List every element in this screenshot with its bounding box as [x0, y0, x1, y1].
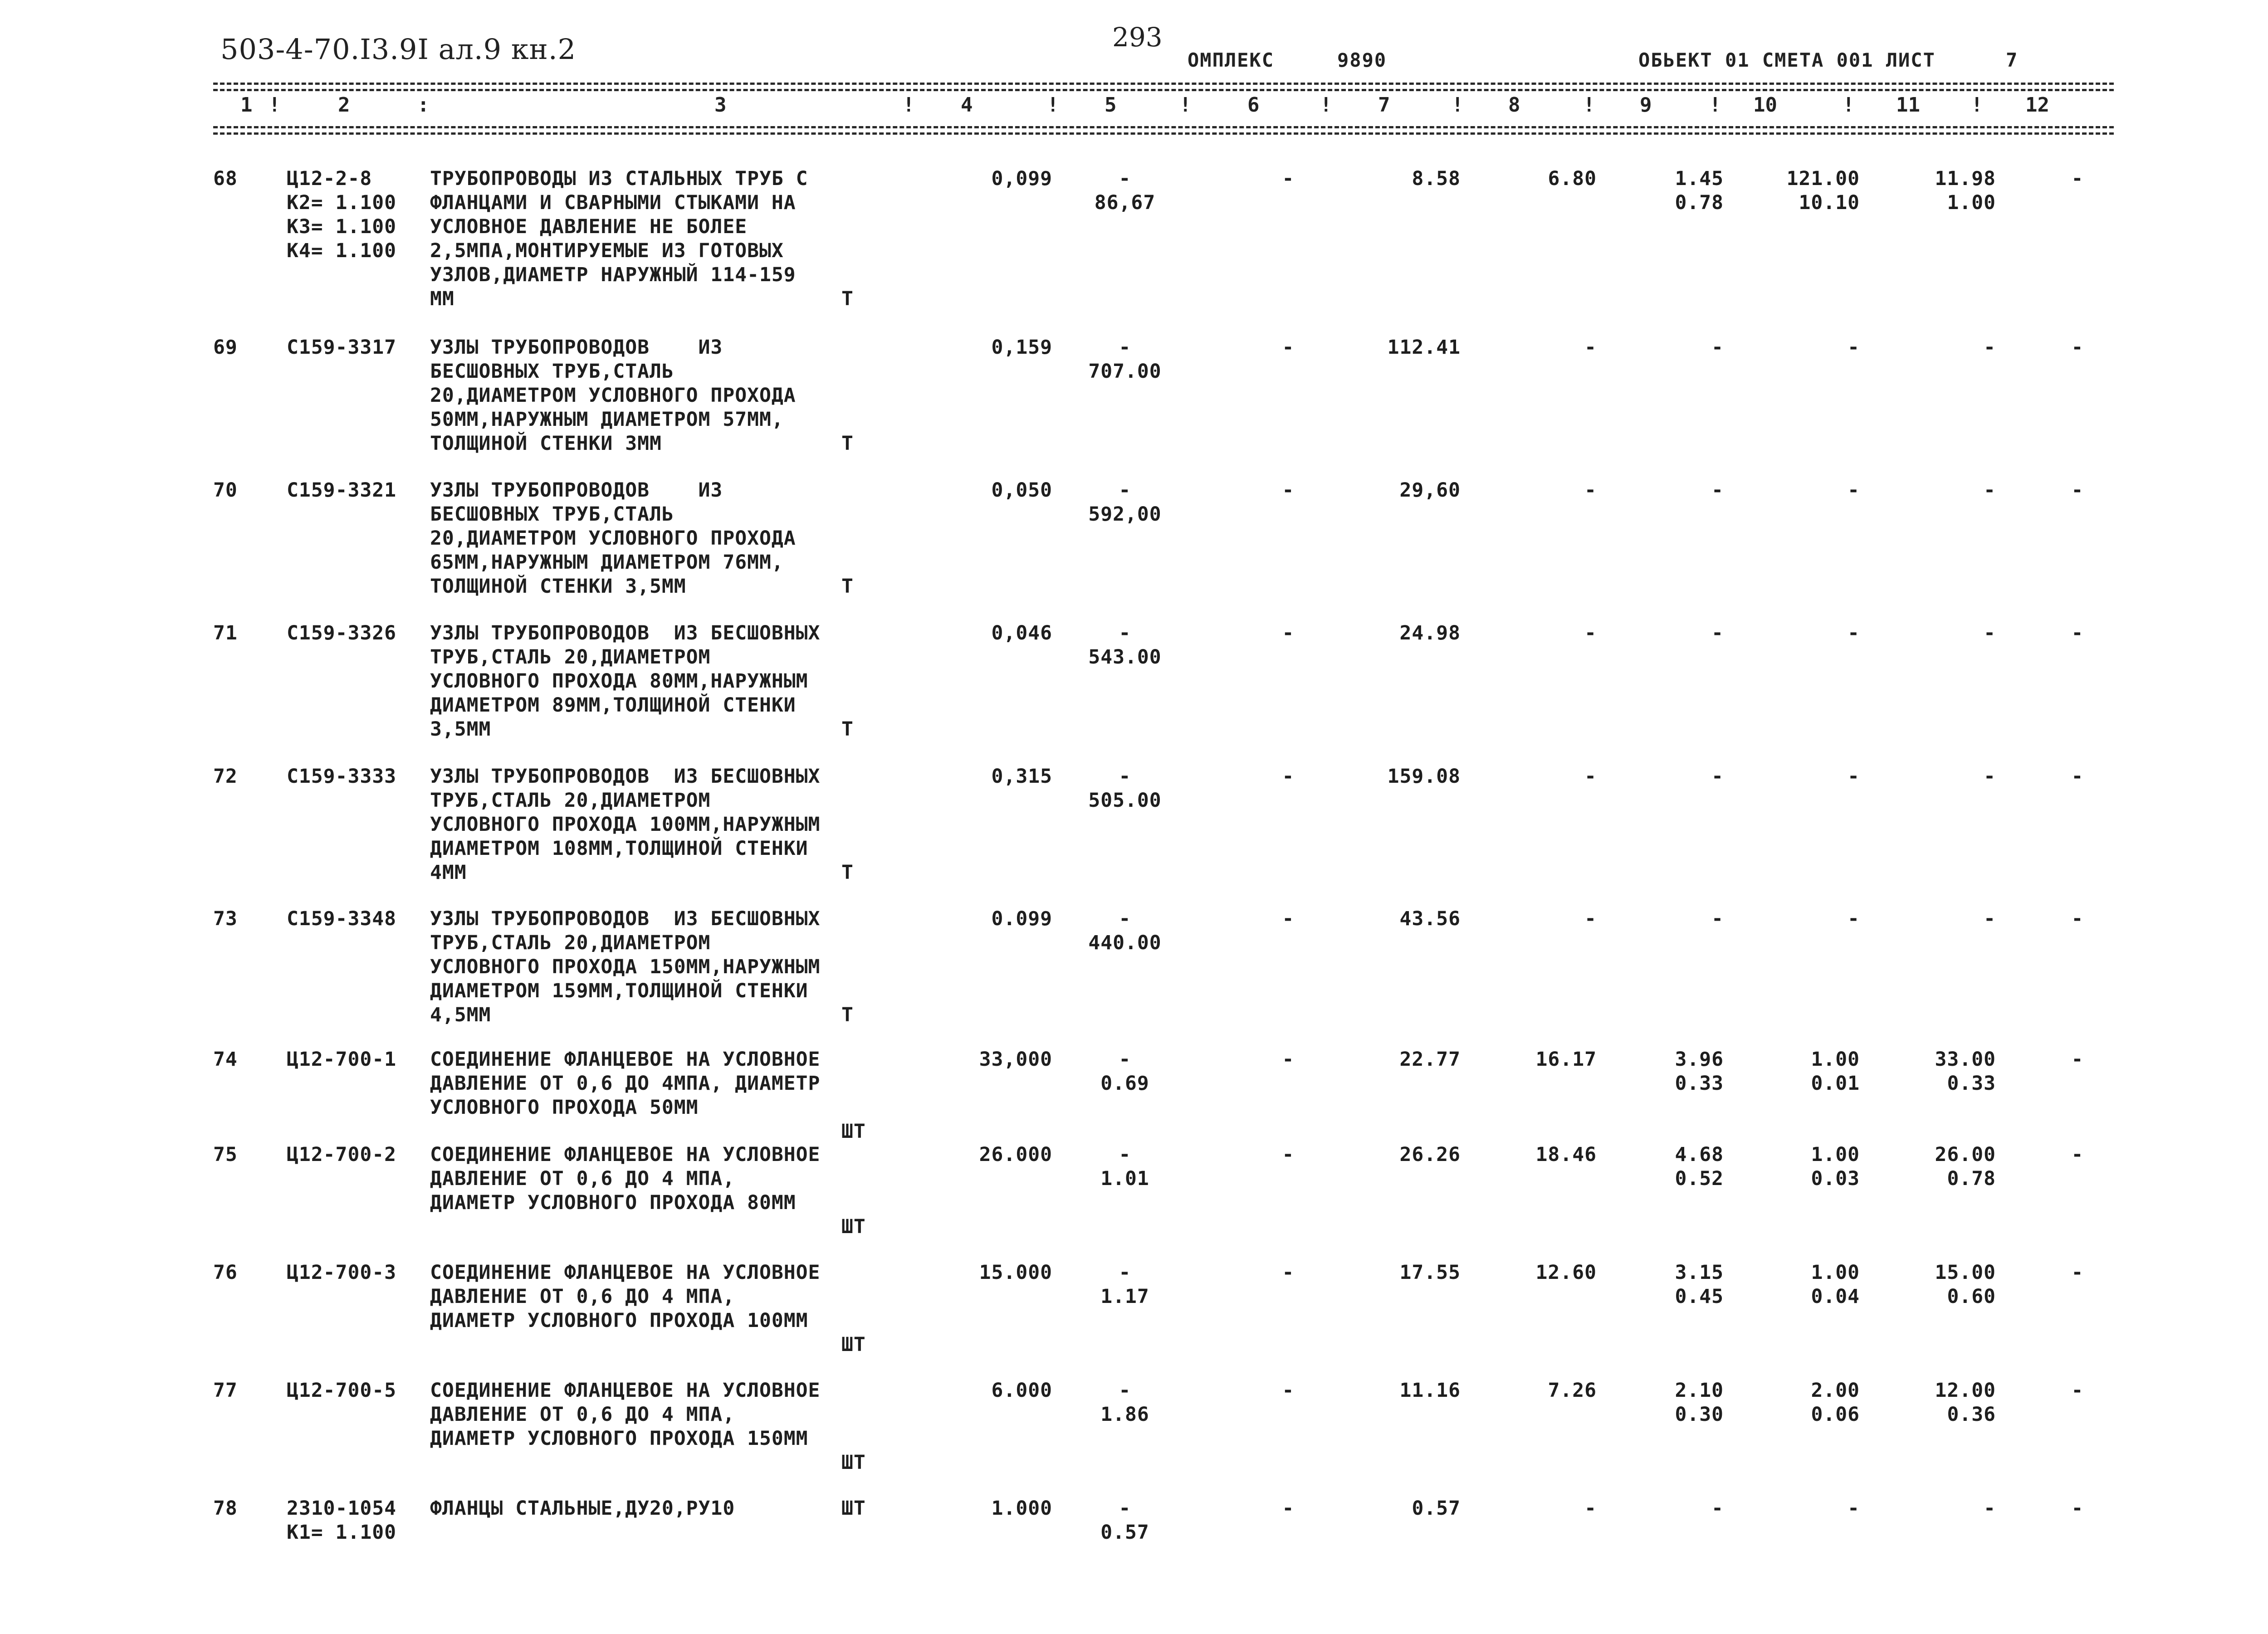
work-description: ДИАМЕТРОМ 89ММ,ТОЛЩИНОЙ СТЕНКИ — [430, 694, 796, 717]
col-11-value: - — [1984, 622, 1996, 644]
rate-code: С159-3317 — [287, 336, 396, 359]
col-11-value: 33.00 — [1935, 1048, 1996, 1071]
quantity: 1.000 — [991, 1497, 1052, 1520]
header-rule-top — [213, 83, 2114, 85]
complex-number: 9890 — [1337, 49, 1387, 71]
work-description: УСЛОВНОГО ПРОХОДА 80ММ,НАРУЖНЫМ — [430, 670, 808, 693]
col-8-value: 7.26 — [1548, 1379, 1597, 1402]
unit-of-measure: Т — [841, 1004, 854, 1026]
work-description: УЗЛЫ ТРУБОПРОВОДОВ ИЗ БЕСШОВНЫХ — [430, 907, 821, 930]
unit-cost: - — [1119, 479, 1131, 502]
col-sep: ! — [1452, 93, 1464, 117]
col-11-value: 11.98 — [1935, 167, 1996, 190]
quantity: 33,000 — [979, 1048, 1052, 1071]
col-9-value: 4.68 — [1675, 1143, 1724, 1166]
work-description: БЕСШОВНЫХ ТРУБ,СТАЛЬ — [430, 360, 674, 383]
col-10-value: 0.03 — [1811, 1167, 1860, 1190]
rate-code: Ц12-700-2 — [287, 1143, 396, 1166]
col-10-value: 0.04 — [1811, 1285, 1860, 1308]
col-12-value: - — [2071, 479, 2084, 502]
unit-cost: - — [1119, 1261, 1131, 1284]
unit-cost: - — [1119, 1497, 1131, 1520]
quantity: 0,315 — [991, 765, 1052, 788]
col-9-value: 2.10 — [1675, 1379, 1724, 1402]
col-9-value: 0.30 — [1675, 1403, 1724, 1426]
row-number: 68 — [213, 167, 238, 190]
work-description: ДИАМЕТР УСЛОВНОГО ПРОХОДА 100ММ — [430, 1309, 808, 1332]
work-description: ДИАМЕТРОМ 108ММ,ТОЛЩИНОЙ СТЕНКИ — [430, 837, 808, 860]
unit-of-measure: Т — [841, 432, 854, 455]
unit-cost: - — [1119, 336, 1131, 359]
work-description: 4ММ — [430, 861, 467, 884]
col-num-11: 11 — [1896, 93, 1920, 117]
row-number: 71 — [213, 622, 238, 644]
col-10-value: - — [1848, 622, 1860, 644]
col-10-value: 10.10 — [1799, 191, 1860, 214]
row-number: 74 — [213, 1048, 238, 1071]
col-12-value: - — [2071, 1379, 2084, 1402]
work-description: ДАВЛЕНИЕ ОТ 0,6 ДО 4 МПА, — [430, 1167, 735, 1190]
work-description: СОЕДИНЕНИЕ ФЛАНЦЕВОЕ НА УСЛОВНОЕ — [430, 1048, 821, 1071]
unit-of-measure: Т — [841, 575, 854, 598]
unit-cost: - — [1119, 167, 1131, 190]
work-description: УЗЛЫ ТРУБОПРОВОДОВ ИЗ БЕСШОВНЫХ — [430, 622, 821, 644]
col-6-value: - — [1282, 1143, 1295, 1166]
col-9-value: - — [1711, 479, 1724, 502]
unit-cost: - — [1119, 765, 1131, 788]
col-num-12: 12 — [2025, 93, 2049, 117]
row-number: 75 — [213, 1143, 238, 1166]
col-11-value: 0.78 — [1947, 1167, 1996, 1190]
col-11-value: 15.00 — [1935, 1261, 1996, 1284]
col-6-value: - — [1282, 336, 1295, 359]
col-8-value: - — [1584, 622, 1597, 644]
work-description: УСЛОВНОГО ПРОХОДА 100ММ,НАРУЖНЫМ — [430, 813, 821, 836]
rate-code: С159-3321 — [287, 479, 396, 502]
col-11-value: 12.00 — [1935, 1379, 1996, 1402]
work-description: БЕСШОВНЫХ ТРУБ,СТАЛЬ — [430, 503, 674, 526]
unit-cost: 440.00 — [1088, 932, 1162, 954]
total-cost: 17.55 — [1399, 1261, 1461, 1284]
row-number: 69 — [213, 336, 238, 359]
col-num-5: 5 — [1105, 93, 1117, 117]
unit-cost: 0.69 — [1100, 1072, 1149, 1095]
rate-code: К2= 1.100 — [287, 191, 396, 214]
col-6-value: - — [1282, 765, 1295, 788]
col-10-value: 121.00 — [1786, 167, 1860, 190]
work-description: ТРУБ,СТАЛЬ 20,ДИАМЕТРОМ — [430, 646, 711, 668]
work-description: ФЛАНЦЫ СТАЛЬНЫЕ,ДУ20,РУ10 — [430, 1497, 735, 1520]
unit-cost: 1.17 — [1100, 1285, 1149, 1308]
work-description: 3,5ММ — [430, 718, 491, 741]
work-description: 4,5ММ — [430, 1004, 491, 1026]
rate-code: С159-3333 — [287, 765, 396, 788]
rate-code: Ц12-700-5 — [287, 1379, 396, 1402]
col-11-value: - — [1984, 907, 1996, 930]
col-11-value: - — [1984, 1497, 1996, 1520]
col-12-value: - — [2071, 622, 2084, 644]
col-8-value: - — [1584, 765, 1597, 788]
col-11-value: 26.00 — [1935, 1143, 1996, 1166]
col-sep: ! — [1843, 93, 1855, 117]
work-description: УЗЛЫ ТРУБОПРОВОДОВ ИЗ БЕСШОВНЫХ — [430, 765, 821, 788]
col-num-2: 2 — [338, 93, 350, 117]
col-sep: ! — [1320, 93, 1332, 117]
col-12-value: - — [2071, 1261, 2084, 1284]
col-sep: ! — [1583, 93, 1595, 117]
work-description: ДИАМЕТР УСЛОВНОГО ПРОХОДА 80ММ — [430, 1191, 796, 1214]
col-12-value: - — [2071, 1497, 2084, 1520]
rate-code: К1= 1.100 — [287, 1521, 396, 1544]
col-8-value: - — [1584, 1497, 1597, 1520]
col-num-4: 4 — [961, 93, 973, 117]
quantity: 15.000 — [979, 1261, 1052, 1284]
work-description: ТРУБ,СТАЛЬ 20,ДИАМЕТРОМ — [430, 789, 711, 812]
unit-cost: 707.00 — [1088, 360, 1162, 383]
col-12-value: - — [2071, 336, 2084, 359]
object-estimate-sheet-label: ОБЬЕКТ 01 СМЕТА 001 ЛИСТ — [1638, 49, 1936, 71]
row-number: 72 — [213, 765, 238, 788]
col-9-value: - — [1711, 907, 1724, 930]
header-rule-bottom-2 — [213, 132, 2114, 135]
col-9-value: 0.78 — [1675, 191, 1724, 214]
quantity: 0,159 — [991, 336, 1052, 359]
work-description: ТОЛЩИНОЙ СТЕНКИ 3,5ММ — [430, 575, 686, 598]
work-description: ТРУБ,СТАЛЬ 20,ДИАМЕТРОМ — [430, 932, 711, 954]
col-9-value: - — [1711, 765, 1724, 788]
work-description: ДАВЛЕНИЕ ОТ 0,6 ДО 4 МПА, — [430, 1403, 735, 1426]
col-10-value: - — [1848, 479, 1860, 502]
work-description: ДАВЛЕНИЕ ОТ 0,6 ДО 4МПА, ДИАМЕТР — [430, 1072, 821, 1095]
rate-code: Ц12-700-1 — [287, 1048, 396, 1071]
col-12-value: - — [2071, 907, 2084, 930]
work-description: ДАВЛЕНИЕ ОТ 0,6 ДО 4 МПА, — [430, 1285, 735, 1308]
col-11-value: 0.33 — [1947, 1072, 1996, 1095]
unit-cost: - — [1119, 1048, 1131, 1071]
quantity: 6.000 — [991, 1379, 1052, 1402]
total-cost: 11.16 — [1399, 1379, 1461, 1402]
unit-of-measure: ШТ — [841, 1215, 866, 1238]
col-11-value: 0.60 — [1947, 1285, 1996, 1308]
unit-cost: 0.57 — [1100, 1521, 1149, 1544]
quantity: 26.000 — [979, 1143, 1052, 1166]
col-12-value: - — [2071, 1048, 2084, 1071]
col-sep: ! — [903, 93, 915, 117]
col-6-value: - — [1282, 622, 1295, 644]
work-description: УСЛОВНОГО ПРОХОДА 150ММ,НАРУЖНЫМ — [430, 956, 821, 978]
col-8-value: 12.60 — [1535, 1261, 1597, 1284]
total-cost: 29,60 — [1399, 479, 1461, 502]
col-9-value: - — [1711, 336, 1724, 359]
unit-cost: 1.86 — [1100, 1403, 1149, 1426]
rate-code: 2310-1054 — [287, 1497, 396, 1520]
col-8-value: - — [1584, 907, 1597, 930]
header-rule-bottom — [213, 126, 2114, 128]
col-10-value: - — [1848, 907, 1860, 930]
header-rule-top-2 — [213, 89, 2114, 91]
work-description: ММ — [430, 288, 455, 310]
quantity: 0,099 — [991, 167, 1052, 190]
col-10-value: 0.06 — [1811, 1403, 1860, 1426]
rate-code: К3= 1.100 — [287, 215, 396, 238]
col-9-value: 3.96 — [1675, 1048, 1724, 1071]
col-9-value: 3.15 — [1675, 1261, 1724, 1284]
work-description: УЗЛЫ ТРУБОПРОВОДОВ ИЗ — [430, 336, 723, 359]
work-description: СОЕДИНЕНИЕ ФЛАНЦЕВОЕ НА УСЛОВНОЕ — [430, 1379, 821, 1402]
work-description: ДИАМЕТР УСЛОВНОГО ПРОХОДА 150ММ — [430, 1427, 808, 1450]
rate-code: Ц12-2-8 — [287, 167, 372, 190]
col-9-value: - — [1711, 1497, 1724, 1520]
col-10-value: 1.00 — [1811, 1261, 1860, 1284]
sheet-number: 7 — [2006, 49, 2019, 71]
total-cost: 8.58 — [1412, 167, 1461, 190]
unit-of-measure: Т — [841, 861, 854, 884]
row-number: 70 — [213, 479, 238, 502]
col-10-value: - — [1848, 336, 1860, 359]
col-11-value: - — [1984, 765, 1996, 788]
col-8-value: 18.46 — [1535, 1143, 1597, 1166]
unit-of-measure: Т — [841, 288, 854, 310]
col-6-value: - — [1282, 1379, 1295, 1402]
col-11-value: - — [1984, 336, 1996, 359]
col-6-value: - — [1282, 1497, 1295, 1520]
col-8-value: 16.17 — [1535, 1048, 1597, 1071]
unit-of-measure: ШТ — [841, 1333, 866, 1356]
col-10-value: - — [1848, 1497, 1860, 1520]
col-sep: ! — [269, 93, 281, 117]
work-description: СОЕДИНЕНИЕ ФЛАНЦЕВОЕ НА УСЛОВНОЕ — [430, 1261, 821, 1284]
work-description: УСЛОВНОЕ ДАВЛЕНИЕ НЕ БОЛЕЕ — [430, 215, 748, 238]
col-sep: ! — [1971, 93, 1983, 117]
work-description: 20,ДИАМЕТРОМ УСЛОВНОГО ПРОХОДА — [430, 527, 796, 550]
row-number: 76 — [213, 1261, 238, 1284]
col-num-10: 10 — [1753, 93, 1777, 117]
work-description: ДИАМЕТРОМ 159ММ,ТОЛЩИНОЙ СТЕНКИ — [430, 980, 808, 1002]
col-12-value: - — [2071, 1143, 2084, 1166]
col-10-value: 2.00 — [1811, 1379, 1860, 1402]
col-9-value: - — [1711, 622, 1724, 644]
col-num-6: 6 — [1247, 93, 1260, 117]
col-6-value: - — [1282, 479, 1295, 502]
page-number: 293 — [1112, 22, 1163, 53]
work-description: 65ММ,НАРУЖНЫМ ДИАМЕТРОМ 76ММ, — [430, 551, 784, 574]
total-cost: 112.41 — [1387, 336, 1461, 359]
quantity: 0,050 — [991, 479, 1052, 502]
document-code: 503-4-70.I3.9I ал.9 кн.2 — [220, 33, 577, 66]
col-num-1: 1 — [240, 93, 253, 117]
unit-cost: 1.01 — [1100, 1167, 1149, 1190]
col-9-value: 1.45 — [1675, 167, 1724, 190]
col-9-value: 0.33 — [1675, 1072, 1724, 1095]
work-description: ТРУБОПРОВОДЫ ИЗ СТАЛЬНЫХ ТРУБ С — [430, 167, 808, 190]
col-6-value: - — [1282, 167, 1295, 190]
work-description: 2,5МПА,МОНТИРУЕМЫЕ ИЗ ГОТОВЫХ — [430, 239, 784, 262]
work-description: УСЛОВНОГО ПРОХОДА 50ММ — [430, 1096, 699, 1119]
col-6-value: - — [1282, 907, 1295, 930]
unit-cost: - — [1119, 907, 1131, 930]
row-number: 73 — [213, 907, 238, 930]
unit-cost: 592,00 — [1088, 503, 1162, 526]
work-description: УЗЛЫ ТРУБОПРОВОДОВ ИЗ — [430, 479, 723, 502]
col-12-value: - — [2071, 167, 2084, 190]
col-11-value: 0.36 — [1947, 1403, 1996, 1426]
col-num-3: 3 — [714, 93, 727, 117]
col-sep: ! — [1047, 93, 1059, 117]
unit-cost: 505.00 — [1088, 789, 1162, 812]
col-10-value: - — [1848, 765, 1860, 788]
col-8-value: - — [1584, 336, 1597, 359]
total-cost: 22.77 — [1399, 1048, 1461, 1071]
col-10-value: 1.00 — [1811, 1143, 1860, 1166]
col-9-value: 0.52 — [1675, 1167, 1724, 1190]
col-num-7: 7 — [1378, 93, 1390, 117]
total-cost: 0.57 — [1412, 1497, 1461, 1520]
quantity: 0,046 — [991, 622, 1052, 644]
rate-code: К4= 1.100 — [287, 239, 396, 262]
work-description: ФЛАНЦАМИ И СВАРНЫМИ СТЫКАМИ НА — [430, 191, 796, 214]
col-9-value: 0.45 — [1675, 1285, 1724, 1308]
col-sep: : — [417, 93, 430, 117]
col-8-value: - — [1584, 479, 1597, 502]
work-description: 50ММ,НАРУЖНЫМ ДИАМЕТРОМ 57ММ, — [430, 408, 784, 431]
col-6-value: - — [1282, 1048, 1295, 1071]
unit-cost: - — [1119, 1379, 1131, 1402]
col-10-value: 1.00 — [1811, 1048, 1860, 1071]
work-description: УЗЛОВ,ДИАМЕТР НАРУЖНЫЙ 114-159 — [430, 263, 796, 286]
col-11-value: 1.00 — [1947, 191, 1996, 214]
unit-cost: 86,67 — [1094, 191, 1156, 214]
unit-of-measure: Т — [841, 718, 854, 741]
quantity: 0.099 — [991, 907, 1052, 930]
total-cost: 43.56 — [1399, 907, 1461, 930]
unit-of-measure: ШТ — [841, 1497, 866, 1520]
unit-cost: - — [1119, 1143, 1131, 1166]
unit-cost: 543.00 — [1088, 646, 1162, 668]
total-cost: 26.26 — [1399, 1143, 1461, 1166]
row-number: 77 — [213, 1379, 238, 1402]
work-description: ТОЛЩИНОЙ СТЕНКИ 3ММ — [430, 432, 662, 455]
col-8-value: 6.80 — [1548, 167, 1597, 190]
col-10-value: 0.01 — [1811, 1072, 1860, 1095]
work-description: 20,ДИАМЕТРОМ УСЛОВНОГО ПРОХОДА — [430, 384, 796, 407]
rate-code: С159-3326 — [287, 622, 396, 644]
col-sep: ! — [1179, 93, 1192, 117]
row-number: 78 — [213, 1497, 238, 1520]
rate-code: Ц12-700-3 — [287, 1261, 396, 1284]
col-11-value: - — [1984, 479, 1996, 502]
total-cost: 24.98 — [1399, 622, 1461, 644]
col-num-8: 8 — [1508, 93, 1520, 117]
total-cost: 159.08 — [1387, 765, 1461, 788]
unit-cost: - — [1119, 622, 1131, 644]
col-sep: ! — [1709, 93, 1721, 117]
rate-code: С159-3348 — [287, 907, 396, 930]
col-6-value: - — [1282, 1261, 1295, 1284]
col-12-value: - — [2071, 765, 2084, 788]
complex-label: ОМПЛЕКС — [1188, 49, 1275, 71]
unit-of-measure: ШТ — [841, 1451, 866, 1474]
unit-of-measure: ШТ — [841, 1120, 866, 1143]
col-num-9: 9 — [1640, 93, 1652, 117]
work-description: СОЕДИНЕНИЕ ФЛАНЦЕВОЕ НА УСЛОВНОЕ — [430, 1143, 821, 1166]
